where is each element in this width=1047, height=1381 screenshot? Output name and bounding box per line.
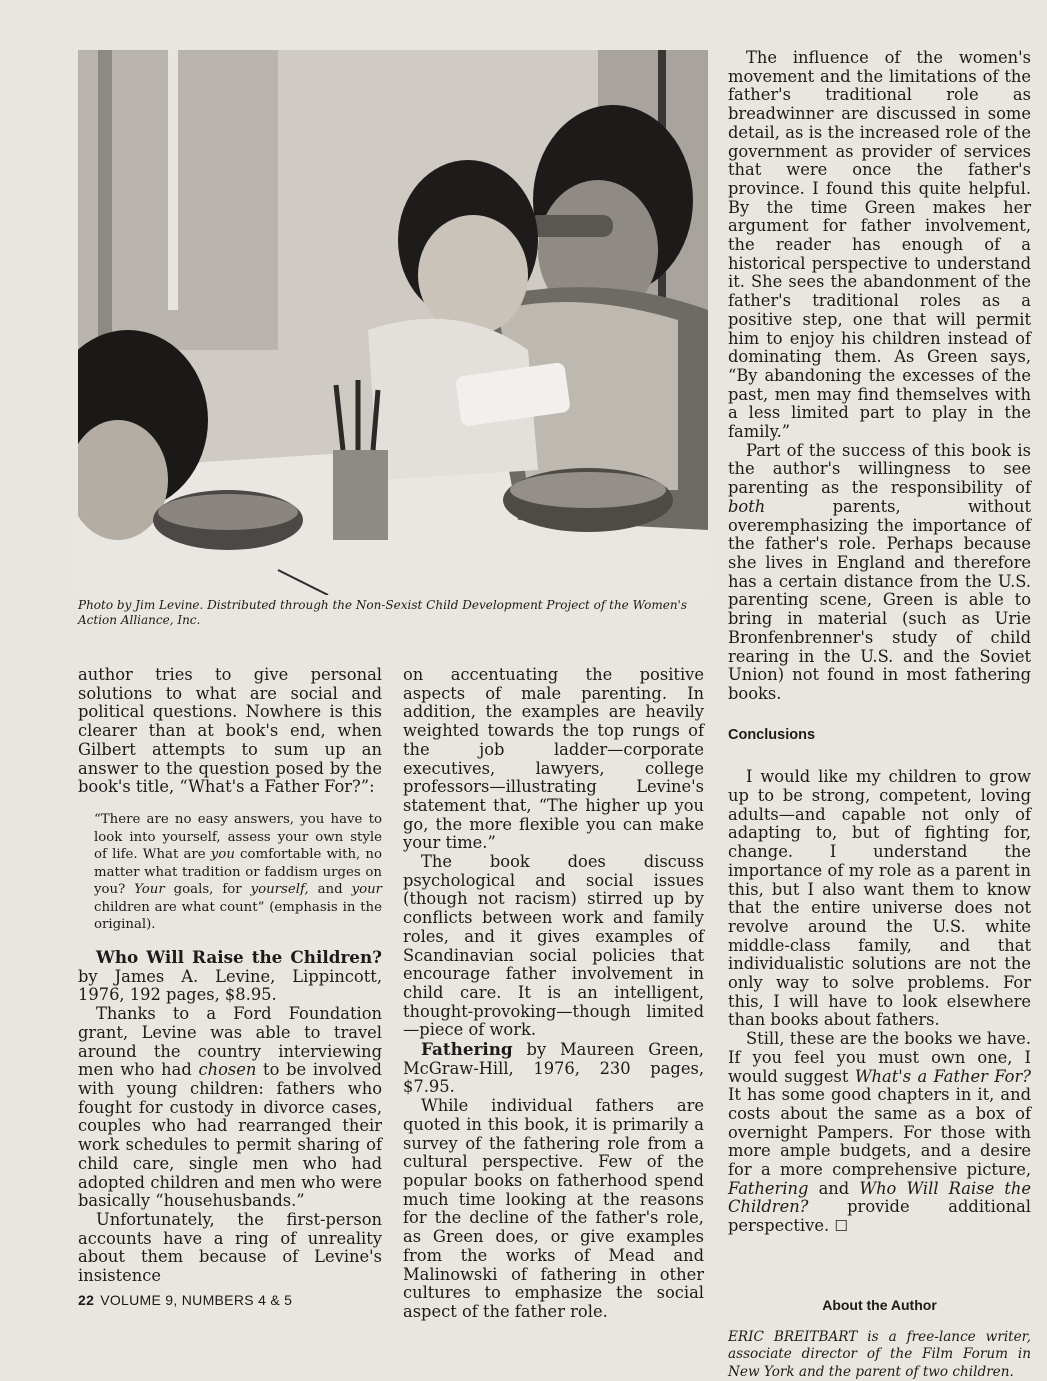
paragraph-text: to be involved with young children: fathers who fought for custody in divorce cases, couples who had rearranged their work schedules to permit sharing of child care, single men who had adopted children and men who were basically “househusbands.” bbox=[78, 1060, 382, 1211]
paragraph-text: Still, these are the books we have. If you feel you must own one, I would suggest bbox=[728, 1029, 1031, 1086]
book-info: by Maureen Green, McGraw-Hill, 1976, 230 pages, $7.95. bbox=[403, 1040, 704, 1097]
page-number: 22 bbox=[78, 1292, 95, 1308]
book-title: Who Will Raise the Children? bbox=[96, 947, 382, 968]
block-quote bbox=[94, 811, 382, 934]
emphasis: chosen bbox=[198, 1060, 257, 1080]
book-title: Fathering bbox=[421, 1039, 513, 1060]
column-3 bbox=[728, 49, 1031, 1381]
about-author-heading: About the Author bbox=[822, 1296, 937, 1313]
paragraph-text: and bbox=[808, 1178, 860, 1198]
quote-emphasis: your bbox=[351, 882, 382, 898]
paragraph: The book does discuss psychological and social issues (though not racism) stirred up by conflicts between work and family roles, and it gives examples of Scandinavian social policies that encourage father involvement in child care. It is an intelligent, thought-provoking—though limited—piece of work. bbox=[403, 852, 704, 1040]
paragraph: While individual fathers are quoted in this book, it is primarily a survey of the fathering role from a cultural perspective. Few of the popular books on fatherhood spend much time looking at the reasons for the decline of the father's role, as Green does, or give examples from the works of Mead and Malinowski of fathering in other cultures to emphasize the social aspect of the father role. bbox=[403, 1096, 704, 1321]
paragraph bbox=[728, 1030, 1031, 1236]
paragraph bbox=[78, 1005, 382, 1211]
photo-caption: Photo by Jim Levine. Distributed through the Non-Sexist Child Development Project of the Women's Action Alliance, Inc. bbox=[78, 598, 688, 627]
quote-text: and bbox=[308, 882, 352, 898]
article-photo bbox=[78, 50, 708, 595]
paragraph-text: Part of the success of this book is the author's willingness to see parenting as the responsibility of bbox=[728, 440, 1031, 498]
quote-emphasis: yourself, bbox=[250, 882, 309, 898]
book-title-italic: Who Will Raise the Children? bbox=[728, 1178, 1031, 1217]
paragraph-text: It has some good chapters in it, and costs about the same as a box of overnight Pampers. For those with more ample budgets, and a desire for a more comprehensive picture, bbox=[728, 1085, 1031, 1180]
column-1 bbox=[78, 666, 382, 1286]
author-bio: ERIC BREITBART is a free-lance writer, associate director of the Film Forum in New York and the parent of two children. bbox=[728, 1328, 1031, 1380]
paragraph: on accentuating the positive aspects of male parenting. In addition, the examples are heavily weighted towards the top rungs of the job ladder—corporate executives, lawyers, college professors—illustrating Levine's statement that, “The higher up you go, the more flexible you can make your time.” bbox=[403, 665, 704, 853]
quote-text: “There are no easy answers, you have to look into yourself, assess your own style of life. What are bbox=[94, 811, 382, 863]
emphasis: both bbox=[728, 496, 766, 516]
quote-text: children are what count” (emphasis in the original). bbox=[94, 899, 382, 933]
paragraph: author tries to give personal solutions to what are social and political questions. Nowhere is this clearer than at book's end, when Gilbert attempts to sum up an answer to the question posed by the book's title, “What's a Father For?”: bbox=[78, 665, 382, 797]
paragraph-text: Thanks to a Ford Foundation grant, Levine was able to travel around the country interviewing men who had bbox=[78, 1004, 382, 1080]
book-listing bbox=[78, 948, 382, 1005]
paragraph-text: parents, without overemphasizing the importance of the father's role. Perhaps because she lives in England and therefore has a certain distance from the U.S. parenting scene, Green is able to bring in material (such as Urie Bronfenbrenner's study of child rearing in the U.S. and the Soviet Union) not found in most fathering books. bbox=[728, 496, 1031, 703]
book-title-italic: What's a Father For? bbox=[854, 1066, 1031, 1086]
paragraph: Unfortunately, the first-person accounts have a ring of unreality about them because of Levine's insistence bbox=[78, 1209, 382, 1286]
paragraph bbox=[728, 442, 1031, 704]
section-heading: Conclusions bbox=[728, 726, 816, 743]
book-title-italic: Fathering bbox=[728, 1178, 809, 1198]
end-mark-icon: ☐ bbox=[834, 1217, 848, 1236]
column-2 bbox=[403, 666, 704, 1322]
book-listing bbox=[403, 1040, 704, 1097]
quote-text: goals, for bbox=[164, 882, 251, 898]
paragraph: The influence of the women's movement and the limitations of the father's traditional role as breadwinner are discussed in some detail, as is the increased role of the government as provider of services that were once the father's province. I found this quite helpful. By the time Green makes her argument for father involvement, the reader has enough of a historical perspective to understand it. She sees the abandonment of the father's traditional roles as a positive step, one that will permit him to enjoy his children instead of dominating them. As Green says, “By abandoning the excesses of the past, men may find themselves with a less limited part to play in the family.” bbox=[728, 48, 1031, 442]
photo-illustration bbox=[78, 50, 708, 595]
book-info: by James A. Levine, Lippincott, 1976, 192 pages, $8.95. bbox=[78, 966, 382, 1005]
quote-emphasis: you bbox=[210, 847, 235, 863]
quote-emphasis: Your bbox=[134, 882, 165, 898]
issue-info: VOLUME 9, NUMBERS 4 & 5 bbox=[100, 1292, 293, 1308]
quote-text: comfortable with, no matter what tradition or faddism urges on you? bbox=[94, 847, 382, 898]
page-footer bbox=[78, 1292, 292, 1308]
paragraph: I would like my children to grow up to be strong, competent, loving adults—and capable not only of adapting to, but of fighting for, change. I understand the importance of my role as a parent in this, but I also want them to know that the entire universe does not revolve around the U.S. white middle-class family, and that individualistic solutions are not the only way to solve problems. For this, I will have to look elsewhere than books about fathers. bbox=[728, 767, 1031, 1030]
paragraph-text: provide additional perspective. bbox=[728, 1197, 1031, 1236]
